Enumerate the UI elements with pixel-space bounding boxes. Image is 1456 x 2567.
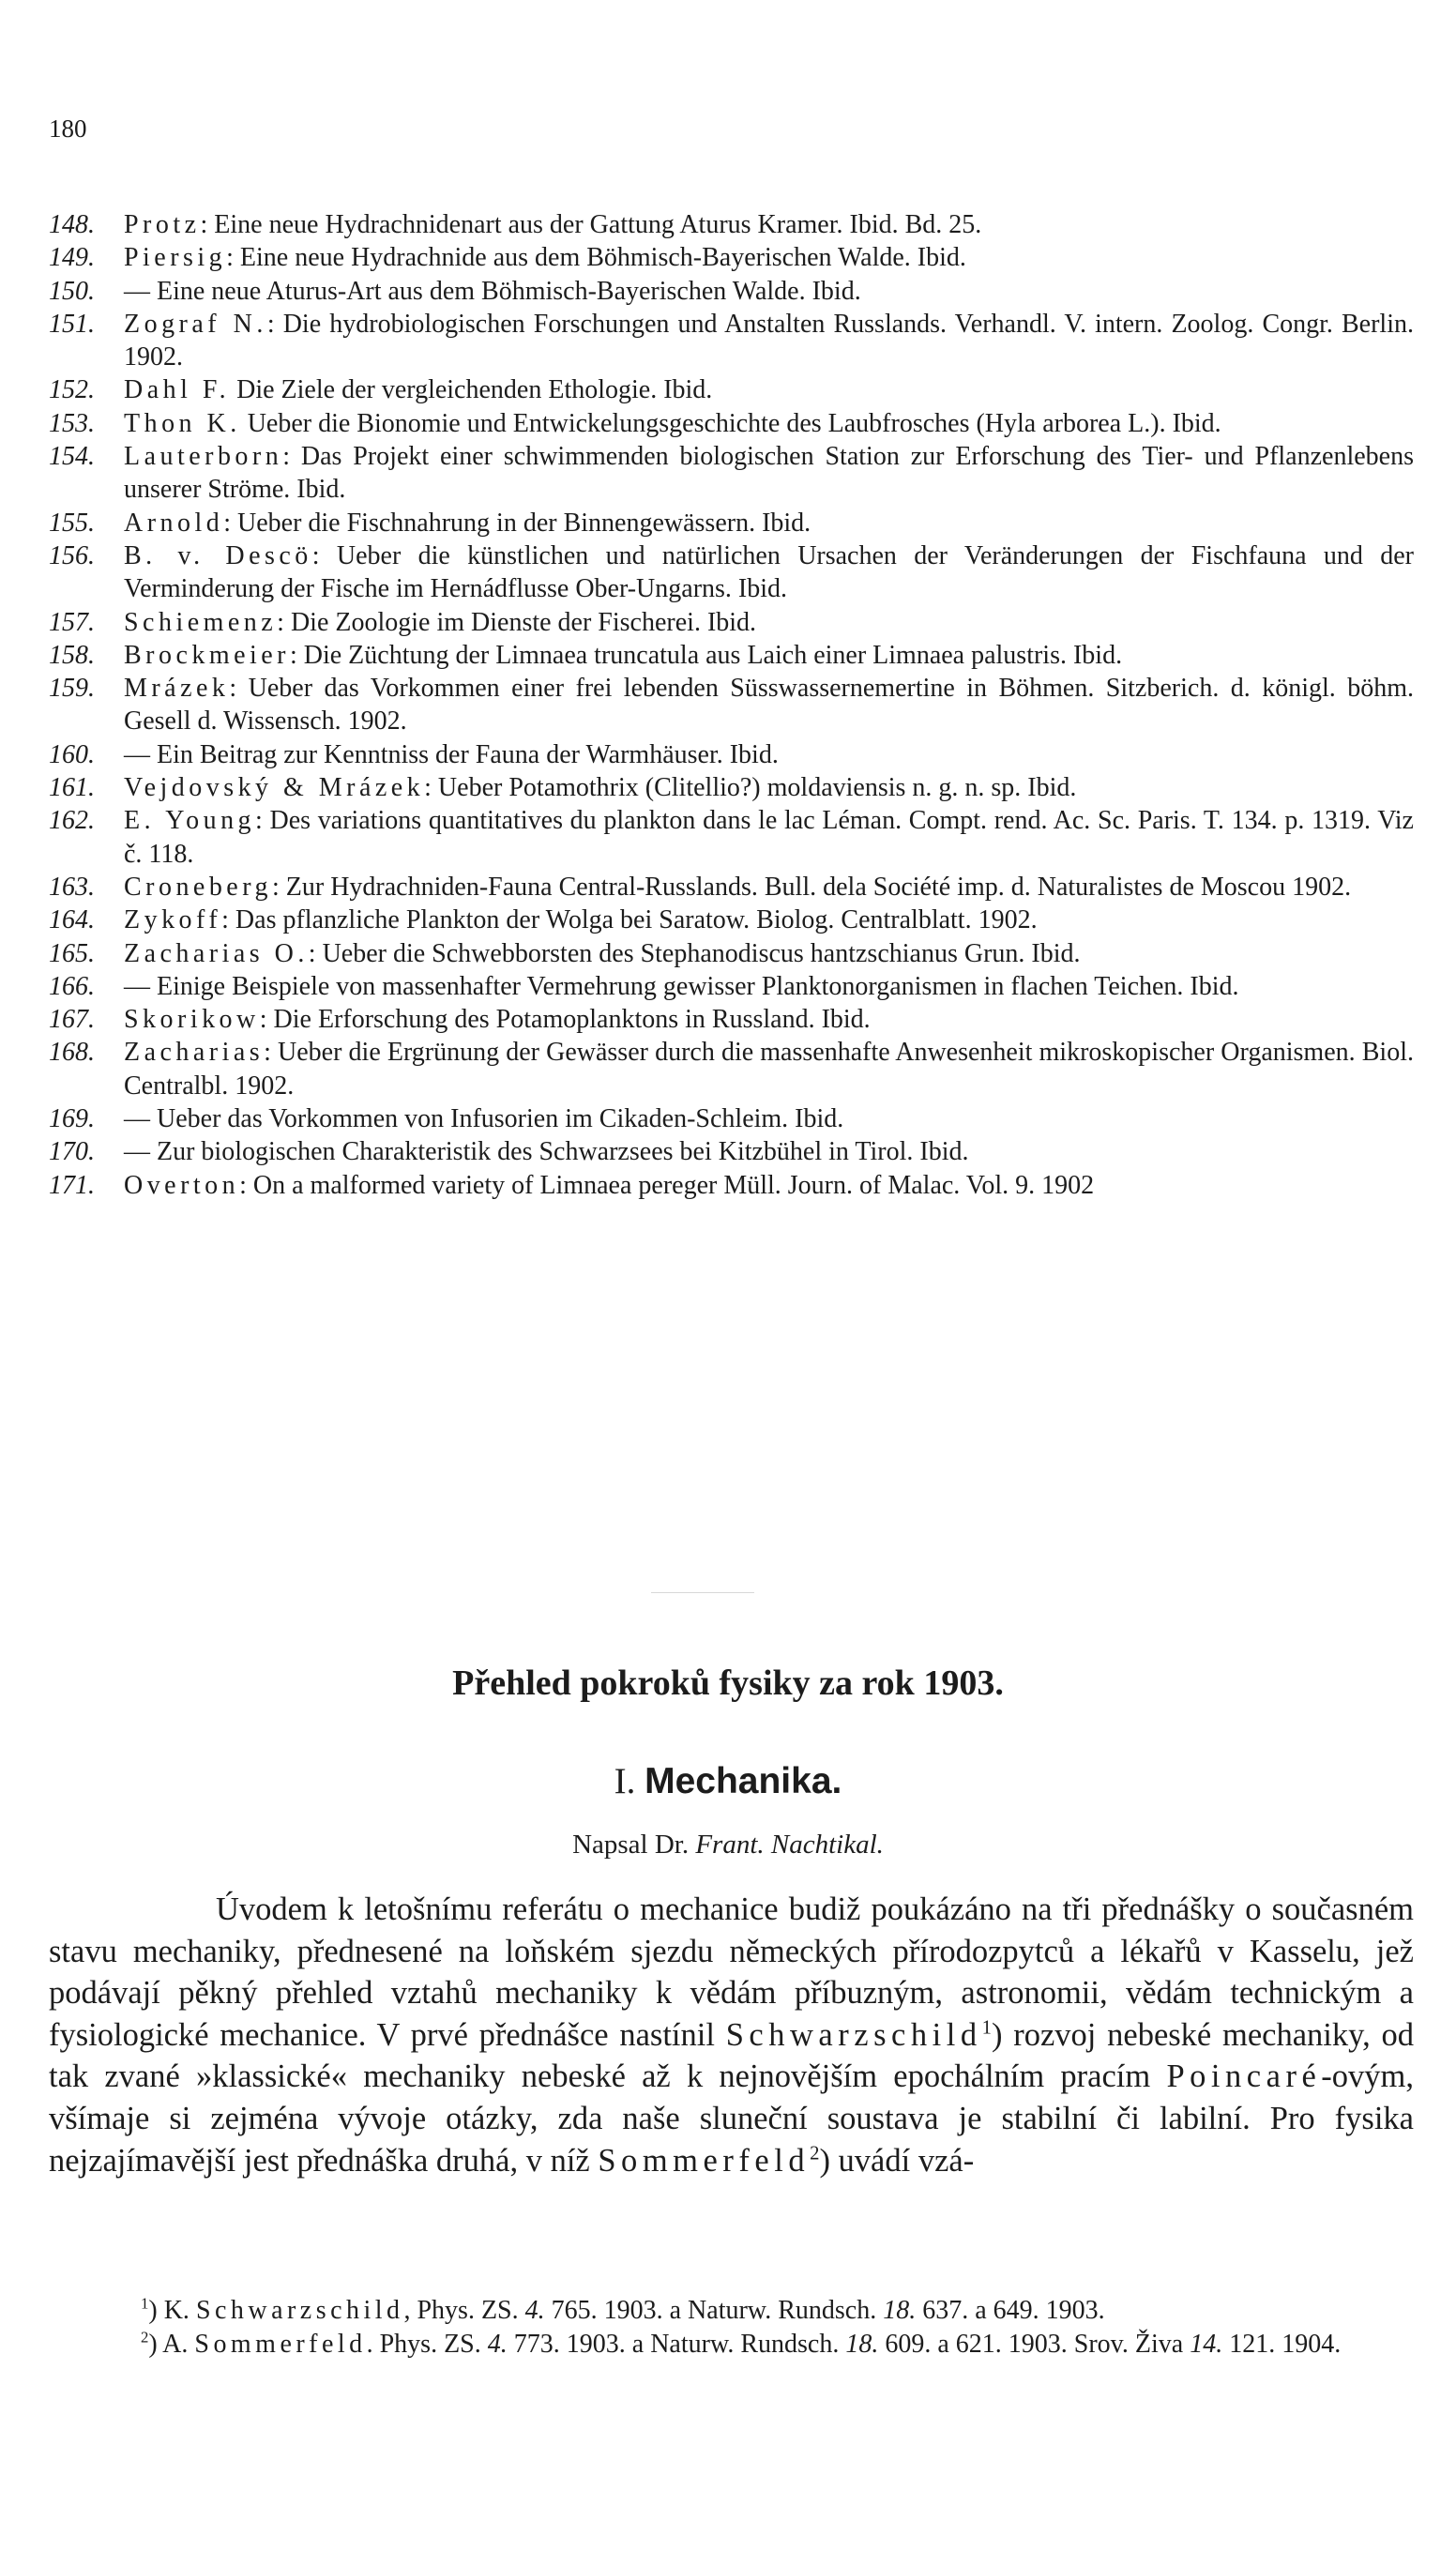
reference-author: Protz [124, 210, 201, 239]
reference-text: : Die Züchtung der Limnaea truncatula aus Laich einer Limnaea palustris. Ibid. [289, 640, 1123, 670]
reference-number: 162. [49, 806, 95, 836]
reference-number: 154. [49, 442, 95, 472]
reference-text: : Eine neue Hydrachnide aus dem Böhmisch-Bayerischen Walde. Ibid. [226, 243, 966, 273]
reference-author: E. Young [124, 806, 256, 836]
reference-text: : Ueber die Ergrünung der Gewässer durch die massenhafte Anwesenheit mikroskopischer Organismen. Biol. Centralbl. 1902. [124, 1038, 1414, 1101]
footnotes [49, 2294, 1414, 2361]
reference-item [49, 871, 1414, 904]
reference-item [49, 937, 1414, 970]
body-text-4: ) uvádí vzá- [819, 2142, 975, 2179]
page-number: 180 [49, 114, 87, 143]
reference-item [49, 275, 1414, 308]
reference-text: : Ueber die Schwebborsten des Stephanodiscus hantzschianus Grun. Ibid. [308, 938, 1081, 968]
reference-number: 161. [49, 773, 95, 803]
footnote-author: Schwarzschild [195, 2296, 404, 2325]
reference-author: Mrázek [124, 674, 230, 704]
footnote-ref-1: 1 [981, 2017, 992, 2039]
footnote-volume: 14. [1190, 2329, 1223, 2359]
reference-list [49, 208, 1414, 1202]
footnote-mark: 1 [141, 2294, 149, 2313]
reference-item [49, 771, 1414, 804]
reference-number: 152. [49, 375, 95, 405]
reference-number: 158. [49, 640, 95, 670]
body-text-1: Úvodem k letošnímu referátu o mechanice budiž poukázáno na tři přednášky o současném stavu mechaniky, přednesené na loňském sjezdu německých přírodozpytců a lékařů v Kasselu, jež podávají pěkný přehled vztahů mechaniky k vědám příbuzným, astronomii, vědám technickým a fysiologické mechanice. V prvé přednášce nastínil [49, 1891, 1414, 2053]
footnote-text: ) A. [148, 2329, 195, 2359]
reference-item [49, 1102, 1414, 1135]
footnote-author: Sommerfeld [194, 2329, 367, 2359]
reference-number: 151. [49, 309, 95, 339]
reference-author: Overton [124, 1170, 240, 1200]
reference-number: 169. [49, 1104, 95, 1134]
reference-number: 167. [49, 1005, 95, 1035]
footnote-text: 121. 1904. [1222, 2329, 1342, 2359]
reference-text: : Ueber das Vorkommen einer frei lebenden Süsswassernemertine in Böhmen. Sitzberich. d. königl. böhm. Gesell d. Wissensch. 1902. [124, 674, 1414, 737]
reference-number: 157. [49, 607, 95, 637]
reference-number: 155. [49, 508, 95, 538]
author-poincare: Poincaré [1166, 2058, 1322, 2095]
reference-text: — Ueber das Vorkommen von Infusorien im Cikaden-Schleim. Ibid. [124, 1104, 844, 1134]
section-title: Přehled pokroků fysiky za rok 1903. [452, 1663, 1004, 1703]
reference-text: : Ueber Potamothrix (Clitellio?) moldaviensis n. g. n. sp. Ibid. [424, 773, 1077, 803]
reference-author: Lauterborn [124, 442, 283, 472]
reference-text: — Zur biologischen Charakteristik des Schwarzsees bei Kitzbühel in Tirol. Ibid. [124, 1137, 969, 1167]
footnote-volume: 4. [524, 2296, 545, 2325]
byline-author: Frant. Nachtikal. [695, 1830, 884, 1860]
author-schwarzschild: Schwarzschild [725, 2016, 982, 2053]
reference-item [49, 639, 1414, 672]
reference-number: 148. [49, 210, 95, 239]
chapter-title: Mechanika. [645, 1761, 842, 1801]
reference-author: Zacharias O. [124, 938, 309, 968]
footnote-mark: 2 [141, 2328, 149, 2347]
reference-number: 165. [49, 938, 95, 968]
reference-author: Dahl F. [124, 375, 231, 405]
reference-item [49, 407, 1414, 440]
reference-item [49, 208, 1414, 241]
reference-author: Zykoff [124, 905, 222, 935]
chapter-numeral: I. [614, 1761, 636, 1801]
reference-number: 156. [49, 540, 95, 570]
reference-text: Ueber die Bionomie und Entwickelungsgeschichte des Laubfrosches (Hyla arborea L.). Ibid. [240, 408, 1221, 438]
footnote-volume: 4. [487, 2329, 508, 2359]
footnote-ref-2: 2 [810, 2143, 820, 2164]
reference-item [49, 539, 1414, 606]
reference-number: 170. [49, 1137, 95, 1167]
reference-item [49, 308, 1414, 374]
reference-item [49, 904, 1414, 936]
reference-text: : Die Erforschung des Potamoplanktons in Russland. Ibid. [259, 1005, 871, 1035]
chapter-heading [0, 1760, 1456, 1802]
reference-author: Thon K. [124, 408, 241, 438]
reference-text: — Ein Beitrag zur Kenntniss der Fauna der Warmhäuser. Ibid. [124, 739, 779, 769]
reference-author: Vejdovský & Mrázek [124, 773, 425, 803]
byline-prefix: Napsal Dr. [572, 1830, 696, 1860]
footnote-text: , Phys. ZS. [403, 2296, 525, 2325]
reference-number: 150. [49, 276, 95, 306]
reference-item [49, 970, 1414, 1003]
reference-author: Schiemenz [124, 607, 278, 637]
reference-author: Brockmeier [124, 640, 290, 670]
reference-text: : Ueber die künstlichen und natürlichen Ursachen der Veränderungen der Fischfauna und der Verminderung der Fische im Hernádflusse Ober-Ungarns. Ibid. [124, 540, 1414, 604]
reference-item [49, 738, 1414, 771]
reference-text: : Das pflanzliche Plankton der Wolga bei Saratow. Biolog. Centralblatt. 1902. [221, 905, 1038, 935]
body-paragraph [49, 1889, 1414, 2181]
reference-author: Zograf N. [124, 309, 267, 339]
reference-item [49, 241, 1414, 274]
reference-text: : Das Projekt einer schwimmenden biologischen Station zur Erforschung des Tier- und Pflanzenlebens unserer Ströme. Ibid. [124, 442, 1414, 505]
footnote-text: 609. a 621. 1903. Srov. Živa [878, 2329, 1191, 2359]
reference-item [49, 507, 1414, 539]
reference-number: 163. [49, 872, 95, 902]
reference-number: 168. [49, 1038, 95, 1068]
section-divider [651, 1592, 754, 1593]
reference-author: Croneberg [124, 872, 272, 902]
reference-item [49, 1003, 1414, 1036]
reference-text: — Eine neue Aturus-Art aus dem Böhmisch-Bayerischen Walde. Ibid. [124, 276, 861, 306]
reference-number: 153. [49, 408, 95, 438]
reference-author: B. v. Descö [124, 540, 312, 570]
reference-number: 160. [49, 739, 95, 769]
reference-item [49, 672, 1414, 738]
author-sommerfeld: Sommerfeld [598, 2142, 811, 2179]
footnote-text: 765. 1903. a Naturw. Rundsch. [544, 2296, 884, 2325]
reference-author: Skorikow [124, 1005, 260, 1035]
reference-text: Die Ziele der vergleichenden Ethologie. Ibid. [230, 375, 713, 405]
reference-text: : Des variations quantitatives du plankton dans le lac Léman. Compt. rend. Ac. Sc. Paris. T. 134. p. 1319. Viz č. 118. [124, 806, 1414, 869]
reference-item [49, 804, 1414, 871]
reference-item [49, 1036, 1414, 1102]
reference-item [49, 440, 1414, 507]
footnote-1 [49, 2294, 1414, 2328]
footnote-2 [49, 2328, 1414, 2362]
reference-author: Zacharias [124, 1038, 265, 1068]
reference-item [49, 1169, 1414, 1202]
reference-number: 166. [49, 971, 95, 1001]
reference-number: 159. [49, 674, 95, 704]
reference-author: Piersig [124, 243, 227, 273]
footnote-text: ) K. [148, 2296, 196, 2325]
footnote-volume: 18. [883, 2296, 917, 2325]
footnote-text: . Phys. ZS. [366, 2329, 488, 2359]
reference-text: : Eine neue Hydrachnidenart aus der Gattung Aturus Kramer. Ibid. Bd. 25. [200, 210, 982, 239]
footnote-volume: 18. [845, 2329, 879, 2359]
body-text-2: ) rozvoj nebeské mechaniky, od tak zvané »klassické« mechaniky nebeské až k nejnovějším epochálním pracím [49, 2016, 1415, 2095]
reference-text: — Einige Beispiele von massenhafter Vermehrung gewisser Planktonorganismen in flachen Teichen. Ibid. [124, 971, 1239, 1001]
reference-author: Arnold [124, 508, 224, 538]
byline [0, 1830, 1456, 1861]
reference-text: : On a malformed variety of Limnaea pereger Müll. Journ. of Malac. Vol. 9. 1902 [239, 1170, 1095, 1200]
reference-item [49, 373, 1414, 406]
reference-text: : Zur Hydrachniden-Fauna Central-Russlands. Bull. dela Société imp. d. Naturalistes de Moscou 1902. [272, 872, 1352, 902]
reference-number: 149. [49, 243, 95, 273]
footnote-text: 773. 1903. a Naturw. Rundsch. [507, 2329, 846, 2359]
reference-text: : Ueber die Fischnahrung in der Binnengewässern. Ibid. [223, 508, 811, 538]
reference-item [49, 1135, 1414, 1168]
reference-item [49, 606, 1414, 639]
reference-number: 171. [49, 1170, 95, 1200]
footnote-text: 637. a 649. 1903. [916, 2296, 1105, 2325]
reference-text: : Die hydrobiologischen Forschungen und Anstalten Russlands. Verhandl. V. intern. Zoolog. Congr. Berlin. 1902. [124, 309, 1414, 372]
reference-number: 164. [49, 905, 95, 935]
reference-text: : Die Zoologie im Dienste der Fischerei. Ibid. [277, 607, 757, 637]
body-text-3: -ovým, všímaje si zejména vývoje otázky, zda naše sluneční soustava je stabilní či labilní. Pro fysika nejzajímavější jest přednáška druhá, v níž [49, 2058, 1414, 2179]
